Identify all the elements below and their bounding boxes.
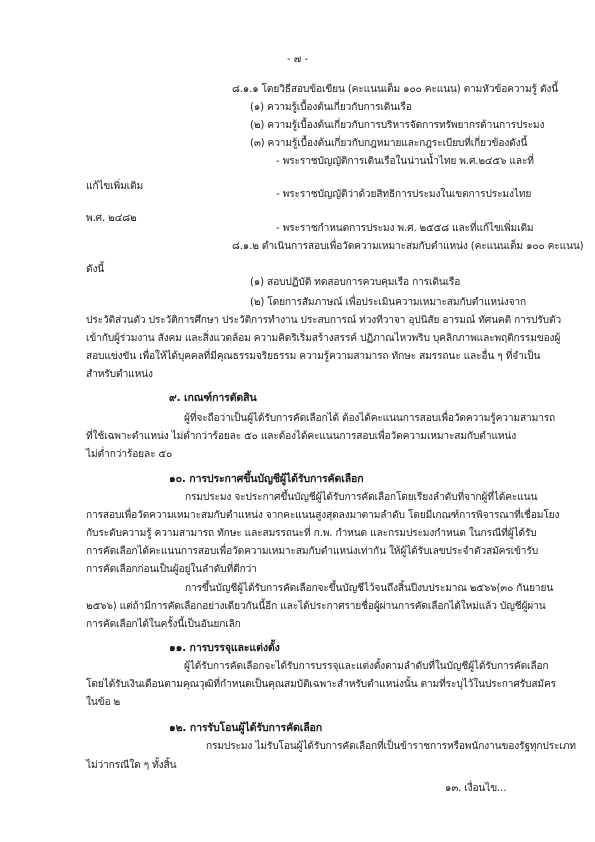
paragraph-line: กรมประมง ไม่รับโอนผู้ได้รับการคัดเลือกที่เป็นข้าราชการหรือพนักงานของรัฐทุกประเภท — [206, 741, 576, 752]
paragraph-line: การสอบเพื่อวัดความเหมาะสมกับตำแหน่ง จากคะแนนสูงสุดลงมาตามลำดับ โดยมีเกณฑ์การพิจารณาที่เชื่อมโยง — [86, 510, 560, 521]
heading-section-12: ๑๒. การรับโอนผู้ได้รับการคัดเลือก — [169, 722, 323, 734]
item-interview: (๒) โดยการสัมภาษณ์ เพื่อประเมินความเหมาะสมกับตำแหน่งจาก — [250, 297, 526, 308]
heading-section-9: ๙. เกณฑ์การตัดสิน — [169, 392, 257, 404]
paragraph-line: การคัดเลือกได้คะแนนการสอบเพื่อวัดความเหมาะสมกับตำแหน่งเท่ากัน ให้ผู้ได้รับเลขประจำตัวสมัครเข้ารับ — [86, 546, 539, 557]
paragraph-line: ที่ใช้เฉพาะตำแหน่ง ไม่ต่ำกว่าร้อยละ ๕๐ และต้องได้คะแนนการสอบเพื่อวัดความเหมาะสมกับตำแหน่ง — [86, 431, 517, 442]
paragraph-line: ๒๕๖๖) แต่ถ้ามีการคัดเลือกอย่างเดียวกันนี้อีก และได้ประกาศรายชื่อผู้ผ่านการคัดเลือกได้ใหม่แล้ว บัญชีผู้ผ่าน — [86, 601, 546, 612]
heading-section-10: ๑๐. การประกาศขึ้นบัญชีผู้ได้รับการคัดเลือก — [169, 473, 364, 485]
law-item-3: - พระราชกำหนดการประมง พ.ศ. ๒๕๕๘ และที่แก้ไขเพิ่มเติม — [276, 223, 534, 234]
paragraph-line: เข้ากับผู้ร่วมงาน สังคม และสิ่งแวดล้อม ความคิดริเริ่มสร้างสรรค์ ปฏิภาณไหวพริบ บุคลิกภาพและพฤติกรรมของผู้ — [86, 333, 561, 344]
item-1: (๑) ความรู้เบื้องต้นเกี่ยวกับการเดินเรือ — [250, 102, 412, 113]
paragraph-line: โดยได้รับเงินเดือนตามคุณวุฒิที่กำหนดเป็นคุณสมบัติเฉพาะสำหรับตำแหน่งนั้น ตามที่ระบุไว้ในประกาศรับสมัคร — [86, 679, 556, 690]
paragraph-line: ไม่ต่ำกว่าร้อยละ ๕๐ — [86, 449, 173, 460]
paragraph-line: การขึ้นบัญชีผู้ได้รับการคัดเลือกจะขึ้นบัญชีไว้จนถึงสิ้นปีงบประมาณ ๒๕๖๖(๓๐ กันยายน — [185, 583, 554, 594]
section-8-1-1: ๘.๑.๑ โดยวิธีสอบข้อเขียน (คะแนนเต็ม ๑๐๐ คะแนน) ตามหัวข้อความรู้ ดังนี้ — [232, 84, 559, 95]
paragraph-line: ในข้อ ๒ — [86, 697, 121, 708]
item-2: (๒) ความรู้เบื้องต้นเกี่ยวกับการบริหารจัดการทรัพยากรด้านการประมง — [250, 120, 545, 131]
page-number: - ๗ - — [286, 54, 309, 65]
paragraph-line: สำหรับตำแหน่ง — [86, 369, 153, 380]
paragraph-line: การคัดเลือกได้ในครั้งนี้เป็นอันยกเลิก — [86, 619, 241, 630]
paragraph-line: การคัดเลือกก่อนเป็นผู้อยู่ในลำดับที่ดีกว่า — [86, 564, 257, 575]
paragraph-line: กรมประมง จะประกาศขึ้นบัญชีผู้ได้รับการคัดเลือกโดยเรียงลำดับที่จากผู้ที่ได้คะแนน — [185, 492, 538, 503]
law-item-1: - พระราชบัญญัติการเดินเรือในน่านน้ำไทย พ.ศ.๒๔๕๖ และที่ — [276, 156, 534, 167]
heading-section-11: ๑๑. การบรรจุและแต่งตั้ง — [169, 642, 280, 654]
law-item-2-cont: พ.ศ. ๒๔๘๒ — [86, 213, 137, 224]
law-item-1-cont: แก้ไขเพิ่มเติม — [86, 181, 144, 192]
item-3: (๓) ความรู้เบื้องต้นเกี่ยวกับกฎหมายและกฎระเบียบที่เกี่ยวข้องดังนี้ — [250, 138, 528, 149]
law-item-2: - พระราชบัญญัติว่าด้วยสิทธิการประมงในเขตการประมงไทย — [276, 189, 532, 200]
paragraph-line: ประวัติส่วนตัว ประวัติการศึกษา ประวัติการทำงาน ประสบการณ์ ท่วงทีวาจา อุปนิสัย อารมณ์ ทัศนคติ การปรับตัว — [86, 315, 562, 326]
paragraph-line: สอบแข่งขัน เพื่อให้ได้บุคคลที่มีคุณธรรมจริยธรรม ความรู้ความสามารถ ทักษะ สมรรถนะ และอื่น ๆ ที่จำเป็น — [86, 351, 541, 362]
item-practical: (๑) สอบปฏิบัติ ทดสอบการควบคุมเรือ การเดินเรือ — [250, 277, 461, 288]
section-8-1-2-cont: ดังนี้ — [86, 264, 105, 275]
continuation-note: ๑๓. เงื่อนไข... — [445, 783, 507, 794]
paragraph-line: ผู้ที่จะถือว่าเป็นผู้ได้รับการคัดเลือกได้ ต้องได้คะแนนการสอบเพื่อวัดความรู้ความสามารถ — [184, 413, 556, 424]
paragraph-line: ไม่ว่ากรณีใด ๆ ทั้งสิ้น — [86, 760, 177, 771]
paragraph-line: ผู้ได้รับการคัดเลือกจะได้รับการบรรจุและแต่งตั้งตามลำดับที่ในบัญชีผู้ได้รับการคัดเลือก — [184, 661, 549, 672]
section-8-1-2: ๘.๑.๒ ดำเนินการสอบเพื่อวัดความเหมาะสมกับตำแหน่ง (คะแนนเต็ม ๑๐๐ คะแนน) — [232, 241, 584, 252]
paragraph-line: กับระดับความรู้ ความสามารถ ทักษะ และสมรรถนะที่ ก.พ. กำหนด และกรมประมงกำหนด ในกรณีที่ผู้ได้รับ — [86, 528, 537, 539]
